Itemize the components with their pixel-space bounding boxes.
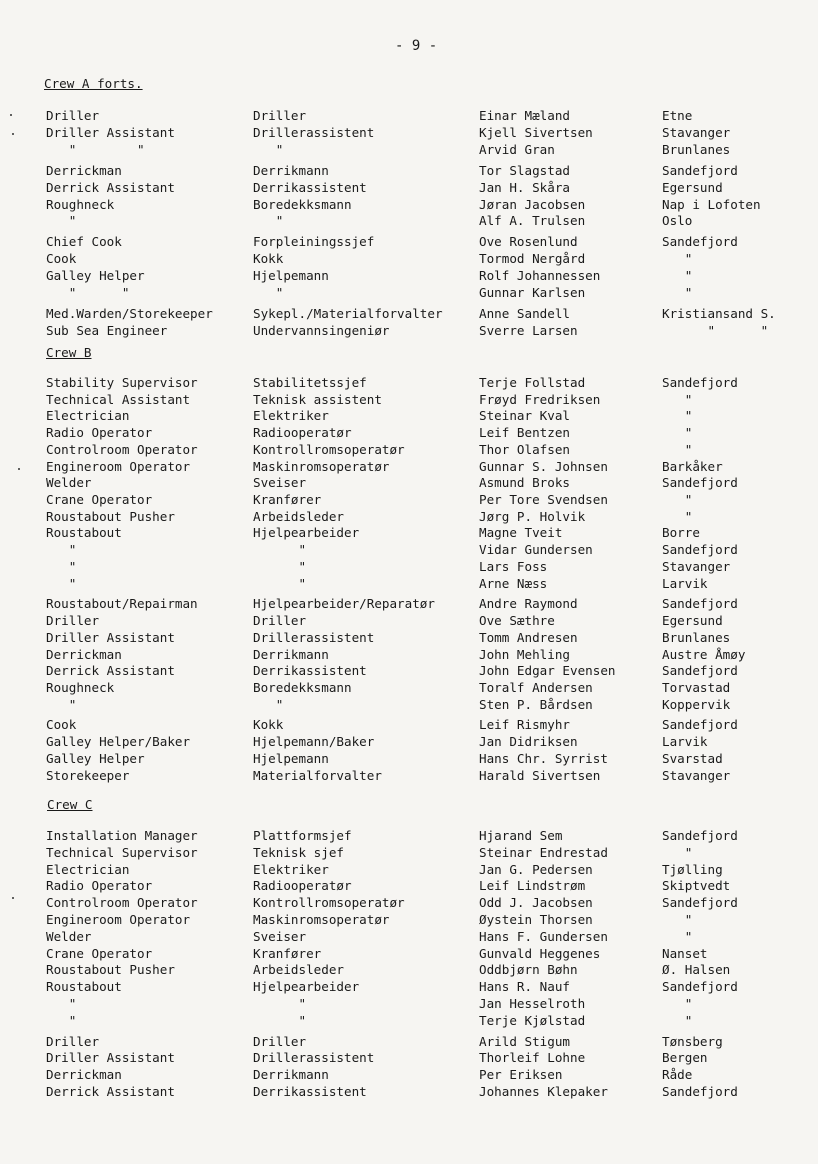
role-english: Driller Assistant [46, 124, 175, 140]
person-name: Øystein Thorsen [479, 912, 593, 927]
role-norwegian: Maskinromsoperatør [253, 912, 390, 927]
home-town: Sandefjord [662, 596, 738, 612]
person-name: Tor Slagstad [479, 162, 570, 178]
person-name: Jøran Jacobsen [479, 196, 586, 212]
person-name: Terje Kjølstad [479, 1012, 586, 1028]
role-english: " [46, 996, 77, 1011]
role-english: Derrickman [46, 1067, 122, 1083]
crew-row [0, 525, 818, 542]
role-english: Driller [46, 1033, 100, 1049]
crew-row [0, 542, 818, 559]
role-english: Derrick Assistant [46, 179, 175, 195]
home-town: Sandefjord [662, 663, 738, 679]
role-english: Driller Assistant [46, 629, 175, 645]
person-name: Leif Lindstrøm [479, 878, 586, 894]
home-town: Sandefjord [662, 979, 738, 995]
home-town: Egersund [662, 179, 723, 195]
crew-row [0, 125, 818, 142]
person-name: Magne Tveit [479, 525, 563, 541]
role-english: Chief Cook [46, 234, 122, 250]
role-english: Roustabout Pusher [46, 962, 175, 978]
person-name: Frøyd Fredriksen [479, 391, 601, 407]
role-norwegian: Elektriker [253, 861, 329, 877]
role-english: Roughneck [46, 196, 115, 212]
person-name: Oddbjørn Bøhn [479, 962, 578, 978]
person-name: Sten P. Bårdsen [479, 696, 593, 712]
home-town: Sandefjord [662, 375, 738, 390]
home-town: Barkåker [662, 458, 723, 474]
role-english: Radio Operator [46, 878, 153, 894]
role-norwegian: Teknisk sjef [253, 844, 344, 860]
crew-row [0, 647, 818, 664]
home-town: " [662, 408, 693, 424]
role-norwegian: Drillerassistent [253, 629, 375, 645]
home-town: Brunlanes [662, 141, 731, 157]
person-name: Jan Hesselroth [479, 996, 586, 1011]
crew-row [0, 1067, 818, 1084]
crew-row [0, 751, 818, 768]
crew-row [0, 768, 818, 785]
role-english: Roustabout Pusher [46, 508, 175, 524]
crew-row [0, 559, 818, 576]
page-number: - 9 - [395, 38, 438, 54]
role-norwegian: Sveiser [253, 475, 307, 491]
crew-row [0, 946, 818, 963]
role-english: Galley Helper [46, 750, 145, 766]
crew-row [0, 442, 818, 459]
home-town: Sandefjord [662, 828, 738, 843]
role-norwegian: Hjelpearbeider [253, 525, 360, 541]
person-name: Gunnar Karlsen [479, 285, 586, 300]
role-norwegian: Stabilitetssjef [253, 375, 367, 390]
role-norwegian: Undervannsingeniør [253, 322, 390, 338]
person-name: Harald Sivertsen [479, 767, 601, 783]
role-english: " " [46, 285, 130, 300]
person-name: Lars Foss [479, 558, 548, 574]
person-name: Arvid Gran [479, 141, 555, 157]
person-name: Jørg P. Holvik [479, 508, 586, 524]
crew-row [0, 828, 818, 845]
margin-mark [12, 133, 14, 135]
person-name: Einar Mæland [479, 108, 570, 123]
role-norwegian: Derrikmann [253, 162, 329, 178]
home-town: Oslo [662, 213, 693, 229]
crew-row [0, 845, 818, 862]
person-name: Per Eriksen [479, 1067, 563, 1083]
home-town: " [662, 1012, 693, 1028]
role-english: Driller Assistant [46, 1050, 175, 1066]
role-norwegian: Kokk [253, 717, 284, 733]
person-name: Johannes Klepaker [479, 1084, 608, 1099]
section-heading: Crew B [46, 345, 92, 360]
role-norwegian: Hjelpemann [253, 268, 329, 284]
role-english: Electrician [46, 408, 130, 424]
role-english: Roustabout [46, 979, 122, 995]
role-english: " [46, 696, 77, 712]
crew-row [0, 630, 818, 647]
crew-row [0, 613, 818, 630]
home-town: Koppervik [662, 696, 731, 712]
crew-row [0, 576, 818, 593]
section-heading: Crew C [47, 797, 93, 812]
role-english: Controlroom Operator [46, 895, 198, 911]
section-heading: Crew A forts. [44, 76, 143, 91]
home-town: Sandefjord [662, 717, 738, 733]
crew-row [0, 492, 818, 509]
home-town: Borre [662, 525, 700, 541]
role-english: Engineroom Operator [46, 912, 191, 927]
home-town: Sandefjord [662, 1084, 738, 1099]
role-english: Stability Supervisor [46, 375, 198, 390]
role-norwegian: Arbeidsleder [253, 962, 344, 978]
role-english: Derrick Assistant [46, 663, 175, 679]
person-name: Thorleif Lohne [479, 1050, 586, 1066]
person-name: John Mehling [479, 646, 570, 662]
person-name: Arild Stigum [479, 1033, 570, 1049]
role-english: " [46, 542, 77, 558]
crew-row [0, 375, 818, 392]
person-name: Ove Rosenlund [479, 234, 578, 250]
person-name: Sverre Larsen [479, 322, 578, 338]
role-english: Cook [46, 717, 77, 733]
role-norwegian: Driller [253, 613, 307, 629]
role-english: Med.Warden/Storekeeper [46, 305, 213, 321]
home-town: " [662, 285, 693, 300]
person-name: Jan G. Pedersen [479, 861, 593, 877]
crew-row [0, 509, 818, 526]
crew-row [0, 425, 818, 442]
role-english: Sub Sea Engineer [46, 322, 168, 338]
home-town: " [662, 268, 693, 284]
margin-mark [12, 897, 14, 899]
role-norwegian: Drillerassistent [253, 124, 375, 140]
role-norwegian: " [253, 141, 284, 157]
crew-row [0, 180, 818, 197]
person-name: Ove Sæthre [479, 613, 555, 629]
crew-row [0, 1084, 818, 1101]
role-english: " [46, 558, 77, 574]
role-norwegian: Radiooperatør [253, 878, 352, 894]
role-english: Cook [46, 251, 77, 267]
role-norwegian: Sveiser [253, 928, 307, 944]
role-english: Technical Supervisor [46, 844, 198, 860]
role-english: Crane Operator [46, 945, 153, 961]
role-english: " [46, 1012, 77, 1028]
role-norwegian: Derrikassistent [253, 663, 367, 679]
role-norwegian: Plattformsjef [253, 828, 352, 843]
home-town: Torvastad [662, 679, 731, 695]
person-name: Odd J. Jacobsen [479, 895, 593, 911]
home-town: Sandefjord [662, 542, 738, 558]
crew-row [0, 596, 818, 613]
role-norwegian: " [253, 558, 307, 574]
role-norwegian: " [253, 285, 284, 300]
crew-row [0, 1034, 818, 1051]
home-town: Ø. Halsen [662, 962, 731, 978]
crew-row [0, 459, 818, 476]
crew-row [0, 1050, 818, 1067]
role-norwegian: Hjelpemann/Baker [253, 734, 375, 750]
crew-row [0, 323, 818, 340]
role-english: Crane Operator [46, 492, 153, 508]
crew-row [0, 392, 818, 409]
role-english: Derrickman [46, 162, 122, 178]
person-name: John Edgar Evensen [479, 663, 616, 679]
person-name: Terje Follstad [479, 375, 586, 390]
person-name: Leif Rismyhr [479, 717, 570, 733]
crew-row [0, 306, 818, 323]
person-name: Kjell Sivertsen [479, 124, 593, 140]
role-english: Welder [46, 475, 92, 491]
person-name: Alf A. Trulsen [479, 213, 586, 229]
crew-row [0, 912, 818, 929]
role-norwegian: Teknisk assistent [253, 391, 382, 407]
crew-row [0, 108, 818, 125]
home-town: Stavanger [662, 558, 731, 574]
role-norwegian: Maskinromsoperatør [253, 458, 390, 474]
home-town: Sandefjord [662, 162, 738, 178]
home-town: Kristiansand S. [662, 305, 776, 321]
role-norwegian: Kokk [253, 251, 284, 267]
role-english: Roughneck [46, 679, 115, 695]
role-norwegian: Derrikmann [253, 1067, 329, 1083]
role-norwegian: Derrikassistent [253, 179, 367, 195]
home-town: " [662, 928, 693, 944]
person-name: Anne Sandell [479, 305, 570, 321]
person-name: Steinar Endrestad [479, 844, 608, 860]
role-english: Welder [46, 928, 92, 944]
home-town: Stavanger [662, 124, 731, 140]
home-town: Råde [662, 1067, 693, 1083]
role-english: " [46, 575, 77, 591]
role-norwegian: " [253, 1012, 307, 1028]
home-town: " [662, 391, 693, 407]
role-norwegian: " [253, 996, 307, 1011]
role-norwegian: Arbeidsleder [253, 508, 344, 524]
role-norwegian: " [253, 213, 284, 229]
role-english: Galley Helper [46, 268, 145, 284]
role-english: Roustabout/Repairman [46, 596, 198, 612]
crew-row [0, 734, 818, 751]
home-town: " [662, 441, 693, 457]
role-norwegian: Hjelpearbeider [253, 979, 360, 995]
role-norwegian: Hjelpemann [253, 750, 329, 766]
home-town: Etne [662, 108, 693, 123]
role-norwegian: Sykepl./Materialforvalter [253, 305, 443, 321]
home-town: Tjølling [662, 861, 723, 877]
margin-mark [18, 468, 20, 470]
role-english: Roustabout [46, 525, 122, 541]
home-town: Bergen [662, 1050, 708, 1066]
person-name: Toralf Andersen [479, 679, 593, 695]
role-norwegian: " [253, 575, 307, 591]
person-name: Vidar Gundersen [479, 542, 593, 558]
role-norwegian: " [253, 542, 307, 558]
role-norwegian: Hjelpearbeider/Reparatør [253, 596, 435, 612]
crew-row [0, 878, 818, 895]
role-english: Engineroom Operator [46, 458, 191, 474]
home-town: Larvik [662, 734, 708, 750]
crew-row [0, 663, 818, 680]
person-name: Asmund Broks [479, 475, 570, 491]
crew-row [0, 251, 818, 268]
crew-row [0, 234, 818, 251]
home-town: Svarstad [662, 750, 723, 766]
crew-row [0, 142, 818, 159]
crew-row [0, 697, 818, 714]
crew-row [0, 1013, 818, 1030]
role-english: Driller [46, 108, 100, 123]
role-norwegian: Derrikmann [253, 646, 329, 662]
person-name: Rolf Johannessen [479, 268, 601, 284]
home-town: " [662, 996, 693, 1011]
role-norwegian: Forpleiningssjef [253, 234, 375, 250]
person-name: Thor Olafsen [479, 441, 570, 457]
crew-row [0, 475, 818, 492]
home-town: Brunlanes [662, 629, 731, 645]
person-name: Jan Didriksen [479, 734, 578, 750]
role-norwegian: Kontrollromsoperatør [253, 441, 405, 457]
crew-row [0, 862, 818, 879]
person-name: Gunnar S. Johnsen [479, 458, 608, 474]
crew-row [0, 996, 818, 1013]
person-name: Tormod Nergård [479, 251, 586, 267]
role-norwegian: Elektriker [253, 408, 329, 424]
crew-row [0, 895, 818, 912]
role-norwegian: Kontrollromsoperatør [253, 895, 405, 911]
role-norwegian: Boredekksmann [253, 679, 352, 695]
home-town: Larvik [662, 575, 708, 591]
person-name: Hjarand Sem [479, 828, 563, 843]
home-town: Sandefjord [662, 234, 738, 250]
crew-row [0, 929, 818, 946]
role-english: Driller [46, 613, 100, 629]
role-english: Galley Helper/Baker [46, 734, 191, 750]
home-town: Skiptvedt [662, 878, 731, 894]
role-english: " [46, 213, 77, 229]
margin-mark [10, 114, 12, 116]
role-english: Electrician [46, 861, 130, 877]
home-town: " [662, 251, 693, 267]
role-english: Derrick Assistant [46, 1084, 175, 1099]
person-name: Leif Bentzen [479, 425, 570, 441]
role-norwegian: Driller [253, 1033, 307, 1049]
role-english: " " [46, 141, 145, 157]
crew-row [0, 979, 818, 996]
home-town: Stavanger [662, 767, 731, 783]
person-name: Arne Næss [479, 575, 548, 591]
home-town: " [662, 844, 693, 860]
crew-row [0, 717, 818, 734]
role-norwegian: Kranfører [253, 492, 322, 508]
role-english: Technical Assistant [46, 391, 191, 407]
home-town: Austre Åmøy [662, 646, 746, 662]
person-name: Steinar Kval [479, 408, 570, 424]
crew-row [0, 163, 818, 180]
role-english: Storekeeper [46, 767, 130, 783]
crew-row [0, 962, 818, 979]
person-name: Gunvald Heggenes [479, 945, 601, 961]
home-town: " [662, 508, 693, 524]
person-name: Tomm Andresen [479, 629, 578, 645]
role-norwegian: Kranfører [253, 945, 322, 961]
crew-row [0, 268, 818, 285]
role-norwegian: Materialforvalter [253, 767, 382, 783]
home-town: Nanset [662, 945, 708, 961]
role-norwegian: Boredekksmann [253, 196, 352, 212]
home-town: " [662, 912, 693, 927]
role-norwegian: " [253, 696, 284, 712]
home-town: Egersund [662, 613, 723, 629]
role-english: Derrickman [46, 646, 122, 662]
crew-row [0, 680, 818, 697]
home-town: " [662, 425, 693, 441]
person-name: Per Tore Svendsen [479, 492, 608, 508]
role-norwegian: Derrikassistent [253, 1084, 367, 1099]
home-town: Nap i Lofoten [662, 196, 761, 212]
person-name: Hans R. Nauf [479, 979, 570, 995]
crew-row [0, 408, 818, 425]
person-name: Hans Chr. Syrrist [479, 750, 608, 766]
crew-row [0, 197, 818, 214]
person-name: Andre Raymond [479, 596, 578, 612]
home-town: Sandefjord [662, 475, 738, 491]
role-english: Controlroom Operator [46, 441, 198, 457]
home-town: Sandefjord [662, 895, 738, 911]
home-town: Tønsberg [662, 1033, 723, 1049]
crew-row [0, 213, 818, 230]
role-norwegian: Drillerassistent [253, 1050, 375, 1066]
home-town: " " [662, 322, 769, 338]
role-english: Radio Operator [46, 425, 153, 441]
person-name: Jan H. Skåra [479, 179, 570, 195]
crew-row [0, 285, 818, 302]
role-english: Installation Manager [46, 828, 198, 843]
person-name: Hans F. Gundersen [479, 928, 608, 944]
home-town: " [662, 492, 693, 508]
role-norwegian: Radiooperatør [253, 425, 352, 441]
role-norwegian: Driller [253, 108, 307, 123]
